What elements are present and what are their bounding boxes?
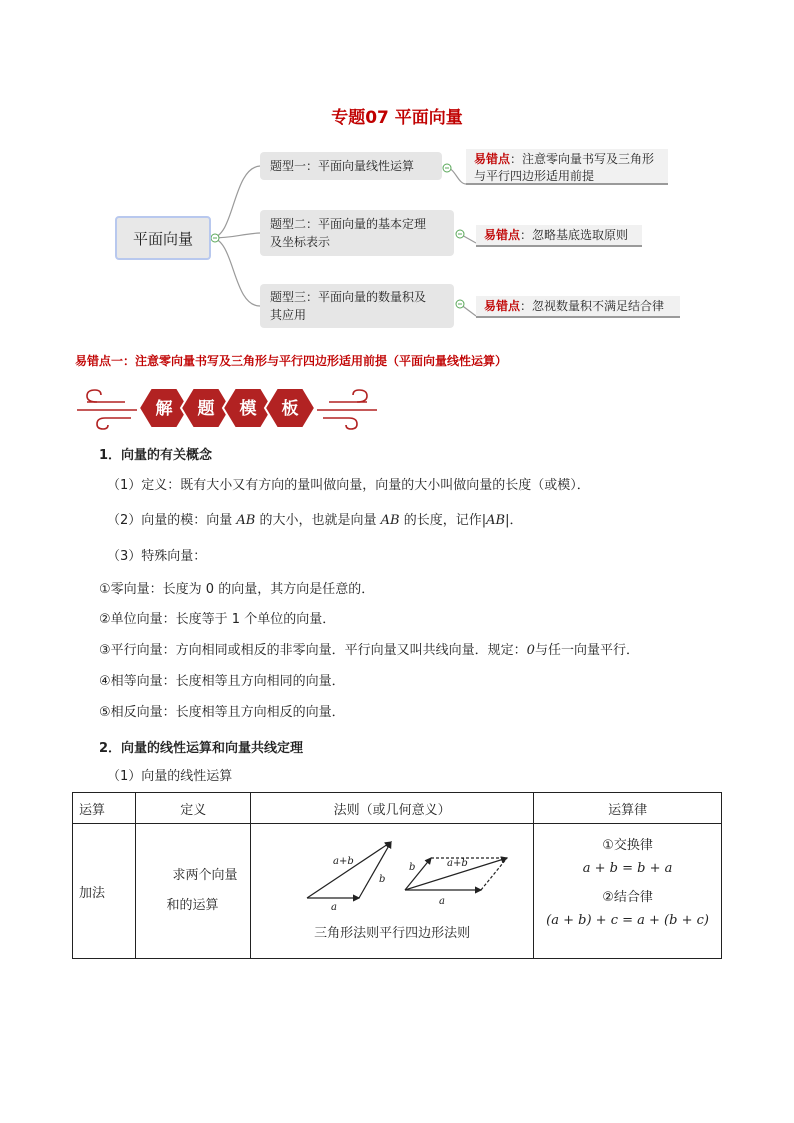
para-modulus: （2）向量的模：向量 AB 的大小，也就是向量 AB 的长度，记作|AB|． — [107, 513, 523, 528]
heading-concepts: 1．向量的有关概念 — [99, 448, 213, 463]
triangle-vector-sum — [307, 842, 391, 898]
label-para-b: b — [409, 862, 416, 873]
label-triangle-b: b — [379, 874, 386, 885]
item-unit-vector: ②单位向量：长度等于 1 个单位的向量． — [99, 612, 336, 627]
triangle-vector-b — [359, 842, 391, 898]
banner-char-4: 板 — [281, 399, 299, 419]
vector-addition-figure — [251, 824, 533, 914]
label-para-a: a — [439, 896, 446, 907]
mod-text-a: （2）向量的模：向量 — [107, 513, 233, 528]
mod-text-b: 的大小，也就是向量 — [259, 513, 377, 528]
error-text-3: ：忽视数量积不满足结合律 — [520, 299, 665, 313]
td-rule — [251, 824, 534, 959]
td-def — [136, 824, 251, 959]
law-associative: ②结合律 — [602, 890, 653, 905]
th-rule: 法则（或几何意义） — [251, 793, 534, 824]
label-triangle-a: a — [331, 902, 338, 913]
topic-3-line-1: 题型三：平面向量的数量积及 — [270, 290, 427, 304]
page-title: 专题07 平面向量 — [331, 108, 463, 128]
item-zero-vector: ①零向量：长度为 0 的向量，其方向是任意的． — [99, 582, 375, 597]
item-equal-vector: ④相等向量：长度相等且方向相同的向量． — [99, 674, 345, 689]
th-law: 运算律 — [534, 793, 722, 824]
th-def: 定义 — [136, 793, 251, 824]
mod-text-d: ． — [509, 513, 523, 528]
banner-jieti-muban — [77, 380, 377, 436]
rule-caption: 三角形法则平行四边形法则 — [314, 926, 471, 941]
banner-char-2: 题 — [197, 399, 215, 419]
error-key-2: 易错点 — [484, 228, 521, 242]
mindmap-topic-3 — [260, 284, 454, 328]
table-row-addition — [73, 824, 722, 959]
topic-2-line-2: 及坐标表示 — [270, 235, 331, 249]
error-box-1 — [466, 149, 668, 185]
error-text-1a: ：注意零向量书写及三角形 — [510, 152, 655, 166]
mindmap-root: 平面向量 — [115, 216, 211, 260]
item-parallel-text: ③平行向量：方向相同或相反的非零向量．平行向量又叫共线向量．规定： — [99, 643, 527, 658]
banner-char-3: 模 — [239, 399, 257, 419]
label-para-sum: a+b — [447, 858, 468, 869]
error-box-3 — [476, 296, 680, 318]
banner-char-1: 解 — [155, 399, 173, 419]
para-linear-ops: （1）向量的线性运算 — [107, 769, 233, 784]
error-box-2 — [476, 225, 642, 247]
topic-1-line: 题型一：平面向量线性运算 — [270, 159, 415, 173]
mindmap-topic-2 — [260, 210, 454, 256]
td-op: 加法 — [73, 824, 136, 959]
item-parallel-vector — [99, 642, 639, 660]
mindmap-topic-1 — [260, 152, 442, 180]
law-commutative-expr: a + b = b + a — [582, 861, 673, 876]
parallelogram-dash-right — [481, 858, 507, 890]
item-opposite-vector: ⑤相反向量：长度相等且方向相反的向量． — [99, 705, 345, 720]
th-op: 运算 — [73, 793, 136, 824]
vector-ab-3: AB — [486, 513, 506, 528]
operations-table — [72, 792, 722, 959]
vector-ab-2: AB — [380, 513, 400, 528]
topic-3-line-2: 其应用 — [270, 308, 307, 322]
zero-vector-symbol: 0 — [526, 643, 535, 658]
error-text-2: ：忽略基底选取原则 — [520, 228, 629, 242]
label-triangle-sum: a+b — [333, 856, 354, 867]
heading-linear-ops: 2．向量的线性运算和向量共线定理 — [99, 741, 304, 756]
error-key-1: 易错点 — [474, 152, 511, 166]
topic-2-line-1: 题型二：平面向量的基本定理 — [270, 217, 427, 231]
item-parallel-tail: 与任一向量平行． — [534, 643, 639, 658]
error-key-3: 易错点 — [484, 299, 521, 313]
def-line-1: 求两个向量 — [172, 868, 238, 883]
def-line-2: 和的运算 — [166, 898, 219, 913]
para-special: （3）特殊向量： — [107, 549, 207, 564]
law-commutative: ①交换律 — [602, 838, 653, 853]
mod-text-c: 的长度，记作 — [403, 513, 482, 528]
para-definition: （1）定义：既有大小又有方向的量叫做向量，向量的大小叫做向量的长度（或模）． — [107, 478, 590, 493]
law-associative-expr: (a + b) + c = a + (b + c) — [546, 913, 709, 928]
section-heading: 易错点一：注意零向量书写及三角形与平行四边形适用前提（平面向量线性运算） — [75, 354, 508, 368]
error-text-1b: 与平行四边形适用前提 — [474, 169, 595, 183]
vector-ab-1: AB — [236, 513, 256, 528]
table-header-row — [73, 793, 722, 824]
td-law — [534, 824, 722, 959]
